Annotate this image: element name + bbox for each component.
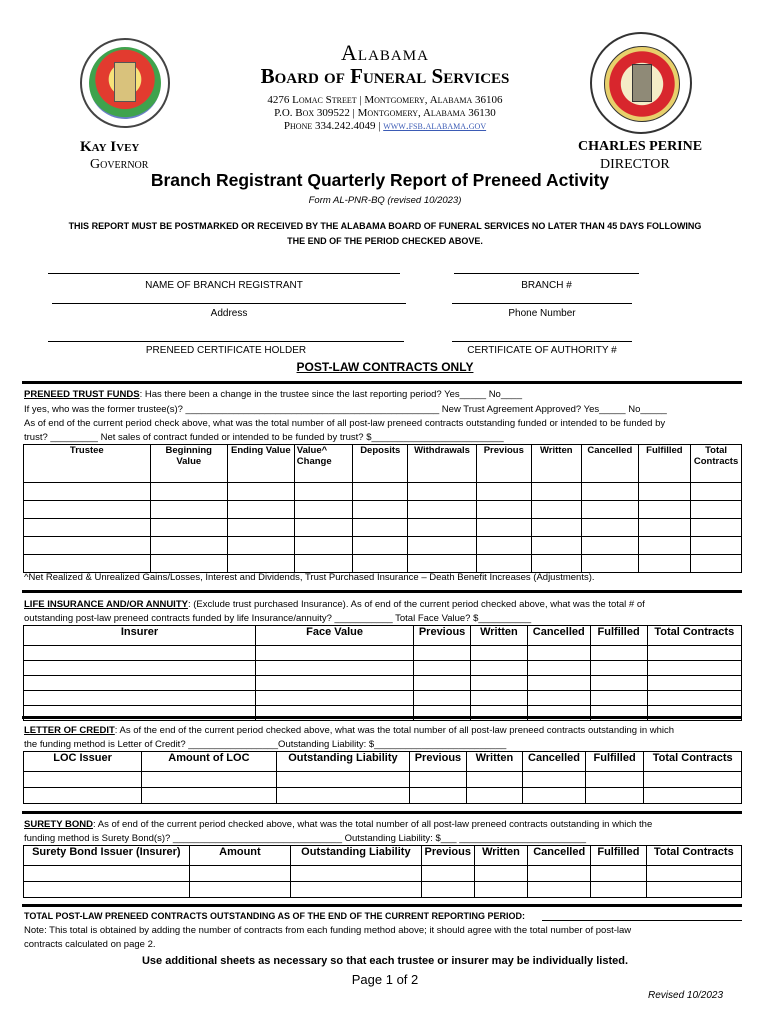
loc-label: LETTER OF CREDIT [24, 725, 115, 736]
col-surety-issuer: Surety Bond Issuer (Insurer) [24, 846, 190, 866]
form-title: Branch Registrant Quarterly Report of Preneed Activity [150, 170, 610, 190]
col-outstanding-liability: Outstanding Liability [276, 752, 410, 772]
life-table [23, 625, 742, 721]
col-fulfilled: Fulfilled [585, 752, 644, 772]
state-seal [80, 38, 170, 128]
table-row[interactable] [24, 555, 742, 573]
address-label: Address [210, 308, 248, 319]
total-outstanding-label: TOTAL POST-LAW PRENEED CONTRACTS OUTSTANDING AS OF THE END OF THE CURRENT REPORTING PERIOD: [24, 911, 526, 921]
loc-question: : As of the end of the current period checked above, what was the total number of all post-law preneed contracts outstanding in which [114, 725, 675, 736]
certificate-holder-label: PRENEED CERTIFICATE HOLDER [145, 345, 307, 356]
life-line-2: outstanding post-law preneed contracts funded by life Insurance/annuity? ___________ Total Face Value? $__________ [24, 613, 532, 624]
col-total-contracts: Total Contracts [644, 752, 742, 772]
loc-line-2: the funding method is Letter of Credit? _________________Outstanding Liability: $_________________________ [24, 739, 507, 750]
trust-table [23, 444, 742, 573]
total-outstanding-field[interactable] [542, 920, 742, 921]
surety-table [23, 845, 742, 898]
phone-label: Phone Number [508, 308, 576, 319]
col-written: Written [531, 445, 581, 483]
col-amount: Amount [189, 846, 290, 866]
col-fulfilled: Fulfilled [638, 445, 691, 483]
table-row[interactable] [24, 691, 742, 706]
note-line-2: contracts calculated on page 2. [24, 939, 156, 950]
col-written: Written [466, 752, 522, 772]
col-cancelled: Cancelled [582, 445, 639, 483]
life-line-1 [24, 599, 645, 610]
surety-line-2: funding method is Surety Bond(s)? ________________________________ Outstanding Liability: $___ ________________________ [24, 833, 587, 844]
col-cancelled: Cancelled [527, 626, 590, 646]
director-title: DIRECTOR [600, 157, 670, 172]
col-fulfilled: Fulfilled [591, 846, 646, 866]
life-label: LIFE INSURANCE AND/OR ANNUITY [24, 599, 188, 610]
form-id: Form AL-PNR-BQ (revised 10/2023) [308, 195, 462, 206]
col-ending-value: Ending Value [227, 445, 294, 483]
trust-footnote: ^Net Realized & Unrealized Gains/Losses, Interest and Dividends, Trust Purchased Insurance – Death Benefit Increases (Adjustments). [24, 572, 595, 583]
col-insurer: Insurer [24, 626, 256, 646]
registrant-label: NAME OF BRANCH REGISTRANT [145, 280, 303, 291]
col-total-contracts: Total Contracts [691, 445, 742, 483]
authority-label: CERTIFICATE OF AUTHORITY # [467, 345, 617, 356]
phone-text: Phone 334.242.4049 | [283, 120, 381, 132]
board-name: Board of Funeral Services [260, 64, 510, 88]
governor-name: Kay Ivey [80, 139, 140, 155]
trust-line-2: If yes, who was the former trustee(s)? ________________________________________________ New Trust Agreement Approved? Yes_____ No_____ [24, 404, 667, 415]
col-withdrawals: Withdrawals [408, 445, 477, 483]
table-row[interactable] [24, 501, 742, 519]
notice-line-2: THE END OF THE PERIOD CHECKED ABOVE. [287, 236, 483, 246]
col-total-contracts: Total Contracts [647, 626, 741, 646]
website-link[interactable]: www.fsb.alabama.gov [383, 120, 487, 132]
col-beginning-value: Beginning Value [150, 445, 227, 483]
address-line-2: P.O. Box 309522 | Montgomery, Alabama 36130 [274, 107, 496, 119]
trust-line-4: trust? _________ Net sales of contract funded or intended to be funded by trust? $_________________________ [24, 432, 504, 443]
address-line-1: 4276 Lomac Street | Montgomery, Alabama 36106 [267, 94, 503, 106]
table-row[interactable] [24, 483, 742, 501]
trust-label: PRENEED TRUST FUNDS [24, 389, 140, 400]
col-cancelled: Cancelled [523, 752, 586, 772]
loc-table [23, 751, 742, 804]
col-previous: Previous [477, 445, 532, 483]
col-deposits: Deposits [353, 445, 408, 483]
table-row[interactable] [24, 788, 742, 804]
board-seal [590, 32, 692, 134]
table-row[interactable] [24, 537, 742, 555]
col-cancelled: Cancelled [528, 846, 591, 866]
col-previous: Previous [414, 626, 471, 646]
section-title: POST-LAW CONTRACTS ONLY [296, 360, 474, 374]
table-row[interactable] [24, 676, 742, 691]
table-row[interactable] [24, 646, 742, 661]
col-amount-of-loc: Amount of LOC [142, 752, 277, 772]
surety-line-1 [24, 819, 652, 830]
table-row[interactable] [24, 519, 742, 537]
col-face-value: Face Value [256, 626, 414, 646]
revised-date: Revised 10/2023 [648, 990, 724, 1001]
table-row[interactable] [24, 661, 742, 676]
page-number: Page 1 of 2 [351, 972, 419, 987]
branch-label: BRANCH # [521, 280, 572, 291]
additional-sheets-note: Use additional sheets as necessary so that each trustee or insurer may be individually listed. [141, 955, 628, 967]
table-row[interactable] [24, 882, 742, 898]
trust-line-1 [24, 389, 522, 400]
col-previous: Previous [421, 846, 474, 866]
surety-question: : As of end of the current period checked above, what was the total number of all post-law preneed contracts outstanding in which the [92, 819, 653, 830]
col-fulfilled: Fulfilled [590, 626, 647, 646]
col-written: Written [474, 846, 527, 866]
col-total-contracts: Total Contracts [646, 846, 741, 866]
director-name: CHARLES PERINE [578, 139, 703, 154]
note-line-1: Note: This total is obtained by adding the number of contracts from each funding method above; it should agree with the total number of post-law [24, 925, 632, 936]
table-row[interactable] [24, 772, 742, 788]
col-outstanding-liability: Outstanding Liability [291, 846, 422, 866]
contact-line [205, 120, 565, 132]
notice-line-1: THIS REPORT MUST BE POSTMARKED OR RECEIVED BY THE ALABAMA BOARD OF FUNERAL SERVICES NO LATER THAN 45 DAYS FOLLOWING [68, 221, 702, 231]
col-written: Written [471, 626, 528, 646]
trust-line-3: As of end of the current period check above, what was the total number of all post-law preneed contracts outstanding funded or intended to be funded by [24, 418, 666, 429]
life-question: : (Exclude trust purchased Insurance). As of end of the current period checked above, what was the total # of [187, 599, 645, 610]
trust-question: : Has there been a change in the trustee since the last reporting period? Yes_____ No____ [139, 389, 522, 400]
governor-title: Governor [90, 157, 149, 172]
loc-line-1 [24, 725, 674, 736]
col-previous: Previous [410, 752, 466, 772]
table-row[interactable] [24, 866, 742, 882]
state-name: Alabama [341, 40, 429, 65]
surety-label: SURETY BOND [24, 819, 93, 830]
col-value-change: Value^ Change [294, 445, 353, 483]
col-loc-issuer: LOC Issuer [24, 752, 142, 772]
col-trustee: Trustee [24, 445, 151, 483]
